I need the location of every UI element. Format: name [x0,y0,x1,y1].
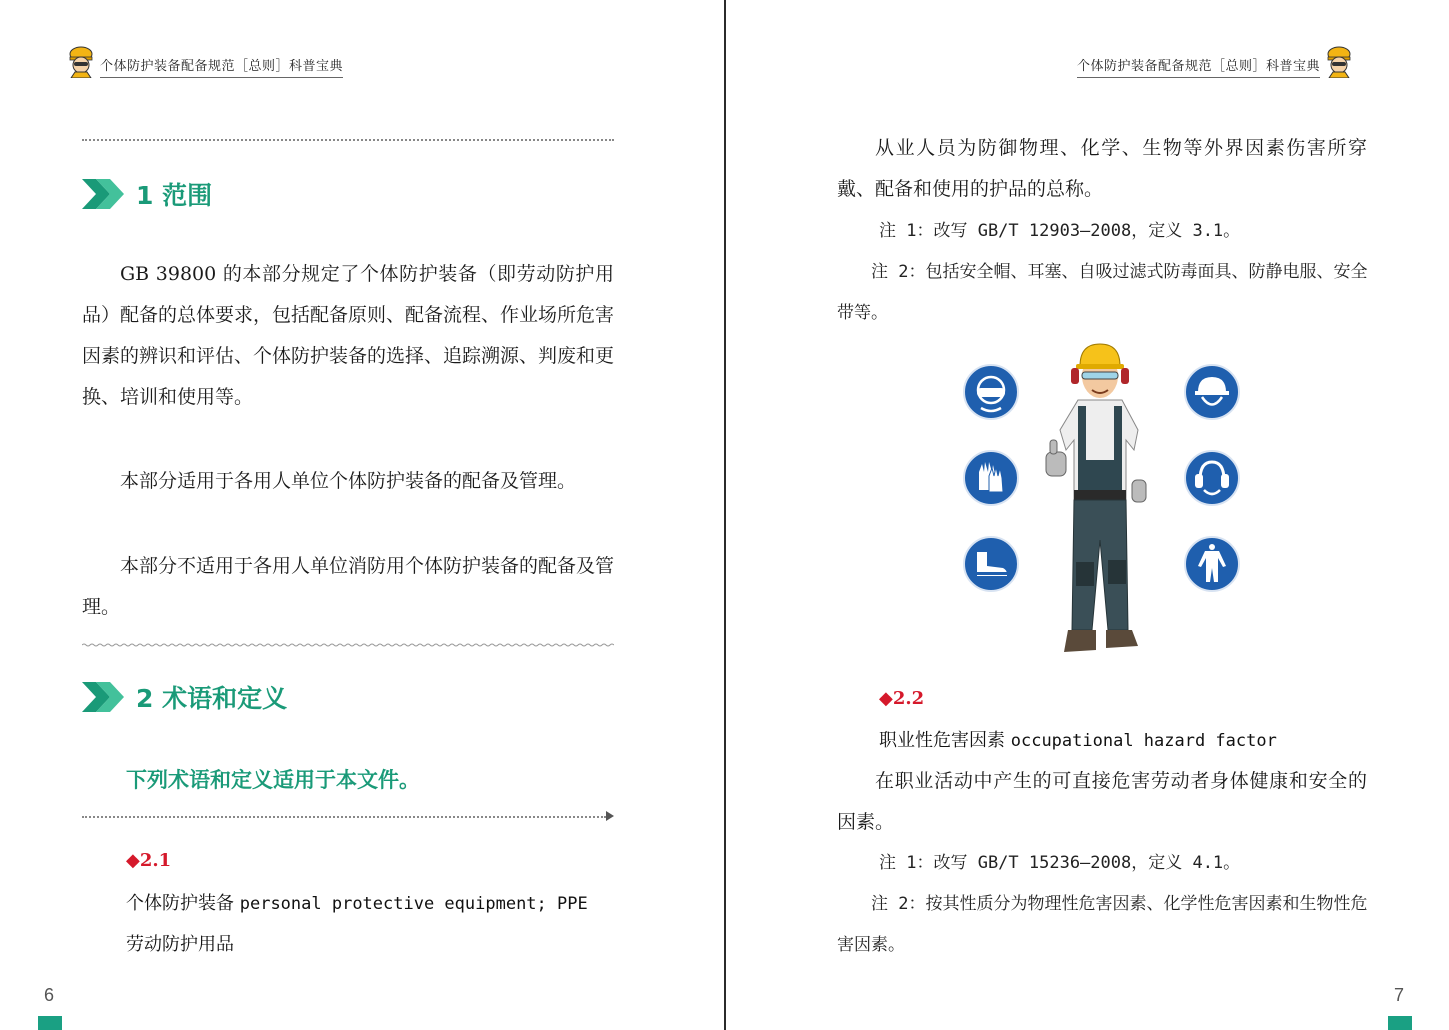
item-number: ◆2.2 [879,688,925,709]
term-en: occupational hazard factor [1010,731,1277,751]
term-cn: 个体防护装备 [126,893,234,914]
page-number: 7 [1394,985,1405,1005]
chevron-arrows-icon [82,179,124,209]
hazard-note-1: 注 1：改写 GB/T 15236—2008，定义 4.1。 [879,853,1241,873]
section-title: 2 术语和定义 [136,684,288,713]
mascot-icon [66,44,96,78]
section-title: 1 范围 [136,181,213,210]
term-line [879,720,1379,762]
scope-paragraph-2: 本部分适用于各用人单位个体防护装备的配备及管理。 [120,470,577,492]
term-line [126,883,626,925]
section-heading-1 [82,176,212,212]
gloves-icon [963,450,1019,506]
scope-paragraph-1: GB 39800 的本部分规定了个体防护装备（即劳动防护用品）配备的总体要求，包括配备原则、配备流程、作业场所危害因素的辨识和评估、个体防护装备的选择、追踪溯源、判废和更换、培训和使用等。 [82,263,615,408]
section-heading-2 [82,679,287,715]
mascot-icon [1324,44,1354,78]
hazard-note-2: 注 2：按其性质分为物理性危害因素、化学性危害因素和生物性危害因素。 [837,894,1368,955]
ear-protection-icon [1184,450,1240,506]
divider-dotted [82,139,614,141]
ppe-definition: 从业人员为防御物理、化学、生物等外界因素伤害所穿戴、配备和使用的护品的总称。 [837,137,1367,200]
hazard-definition: 在职业活动中产生的可直接危害劳动者身体健康和安全的因素。 [837,770,1367,833]
ppe-note-1: 注 1：改写 GB/T 12903—2008，定义 3.1。 [879,221,1241,241]
ppe-note-2: 注 2：包括安全帽、耳塞、自吸过滤式防毒面具、防静电服、安全带等。 [837,262,1368,323]
term-alt: 劳动防护用品 [126,934,234,955]
page-tab [38,1016,62,1030]
left-page [0,0,724,1030]
goggles-icon [963,364,1019,420]
arrow-right-icon [606,811,614,821]
header-title: 个体防护装备配备规范［总则］科普宝典 [100,55,343,78]
terms-intro: 下列术语和定义适用于本文件。 [126,768,420,792]
right-page [726,0,1449,1030]
running-header-left [66,44,343,78]
coverall-icon [1184,536,1240,592]
item-number: ◆2.1 [126,850,172,871]
term-en: personal protective equipment; PPE [239,894,588,914]
worker-illustration [1038,340,1162,660]
page-tab [1388,1016,1412,1030]
divider-wavy [82,643,614,647]
chevron-arrows-icon [82,682,124,712]
header-title: 个体防护装备配备规范［总则］科普宝典 [1077,55,1320,78]
running-header-right [1077,44,1354,78]
safety-boots-icon [963,536,1019,592]
term-cn: 职业性危害因素 [879,730,1005,751]
divider-dotted-arrow [82,816,606,818]
hard-hat-icon [1184,364,1240,420]
page-number: 6 [44,985,55,1005]
scope-paragraph-3: 本部分不适用于各用人单位消防用个体防护装备的配备及管理。 [82,555,615,618]
